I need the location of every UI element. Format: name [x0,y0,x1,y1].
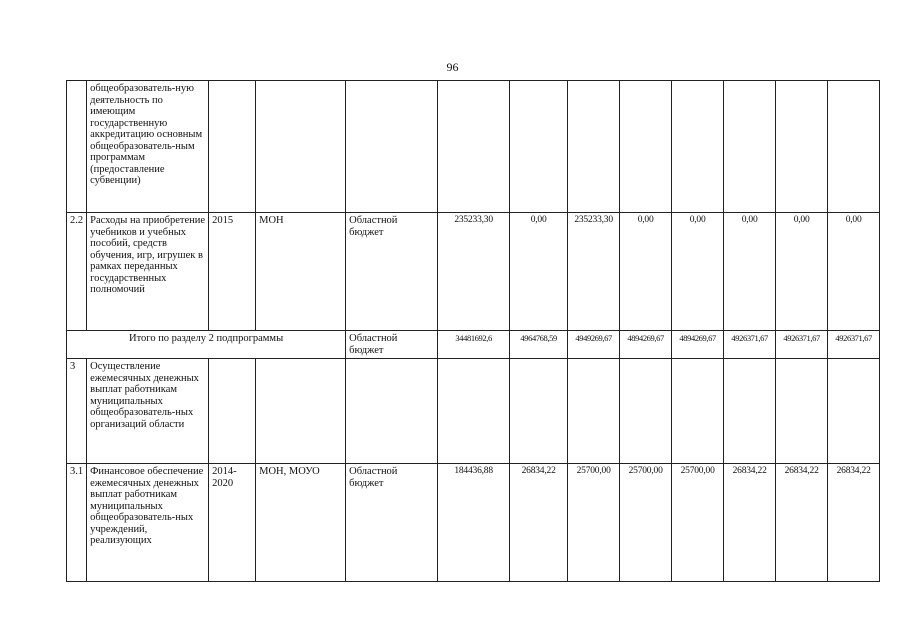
value-cell [724,81,776,213]
row-executor [256,81,346,213]
value-cell: 4894269,67 [620,331,672,359]
row-executor [256,359,346,464]
row-index: 3.1 [67,464,87,582]
row-index: 3 [67,359,87,464]
value-cell: 4926371,67 [776,331,828,359]
budget-table [66,80,880,582]
value-cell [620,81,672,213]
row-year: 2014-2020 [209,464,256,582]
table-row [67,359,880,464]
value-cell: 4926371,67 [724,331,776,359]
value-cell: 26834,22 [510,464,568,582]
value-cell: 0,00 [776,213,828,331]
value-cell: 25700,00 [620,464,672,582]
row-description: общеобразователь-ную деятельность по имеющим государственную аккредитацию основным общеобразователь-ным программам (предоставление субвенции) [87,81,209,213]
page-number: 96 [446,60,459,74]
value-cell [568,81,620,213]
row-year [209,359,256,464]
row-source [346,359,438,464]
table-row [67,213,880,331]
value-cell: 34481692,6 [438,331,510,359]
value-cell [568,359,620,464]
value-cell: 4949269,67 [568,331,620,359]
row-year: 2015 [209,213,256,331]
value-cell: 0,00 [510,213,568,331]
value-cell [672,81,724,213]
value-cell [438,81,510,213]
value-cell [672,359,724,464]
value-cell [510,359,568,464]
row-executor: МОН, МОУО [256,464,346,582]
value-cell: 4964768,59 [510,331,568,359]
row-year [209,81,256,213]
value-cell [510,81,568,213]
value-cell: 235233,30 [568,213,620,331]
value-cell: 184436,88 [438,464,510,582]
value-cell: 235233,30 [438,213,510,331]
value-cell: 0,00 [672,213,724,331]
row-source: Областной бюджет [346,213,438,331]
table-row [67,81,880,213]
value-cell [776,81,828,213]
row-description: Расходы на приобретение учебников и учебных пособий, средств обучения, игр, игрушек в рамках переданных государственных полномочий [87,213,209,331]
row-description: Осуществление ежемесячных денежных выплат работникам муниципальных общеобразователь-ных организаций области [87,359,209,464]
value-cell [828,359,880,464]
table-row [67,464,880,582]
total-label: Итого по разделу 2 подпрограммы [67,331,346,359]
value-cell: 0,00 [724,213,776,331]
value-cell [620,359,672,464]
value-cell [438,359,510,464]
row-source [346,81,438,213]
value-cell: 26834,22 [724,464,776,582]
value-cell [828,81,880,213]
row-executor: МОН [256,213,346,331]
value-cell: 25700,00 [672,464,724,582]
value-cell: 25700,00 [568,464,620,582]
value-cell: 0,00 [620,213,672,331]
value-cell: 26834,22 [776,464,828,582]
value-cell: 0,00 [828,213,880,331]
value-cell: 4926371,67 [828,331,880,359]
value-cell [724,359,776,464]
table-row-total [67,331,880,359]
value-cell: 26834,22 [828,464,880,582]
row-index: 2.2 [67,213,87,331]
row-source: Областной бюджет [346,331,438,359]
value-cell [776,359,828,464]
row-source: Областной бюджет [346,464,438,582]
value-cell: 4894269,67 [672,331,724,359]
row-description: Финансовое обеспечение ежемесячных денежных выплат работникам муниципальных общеобразователь-ных учреждений, реализующих [87,464,209,582]
row-index [67,81,87,213]
